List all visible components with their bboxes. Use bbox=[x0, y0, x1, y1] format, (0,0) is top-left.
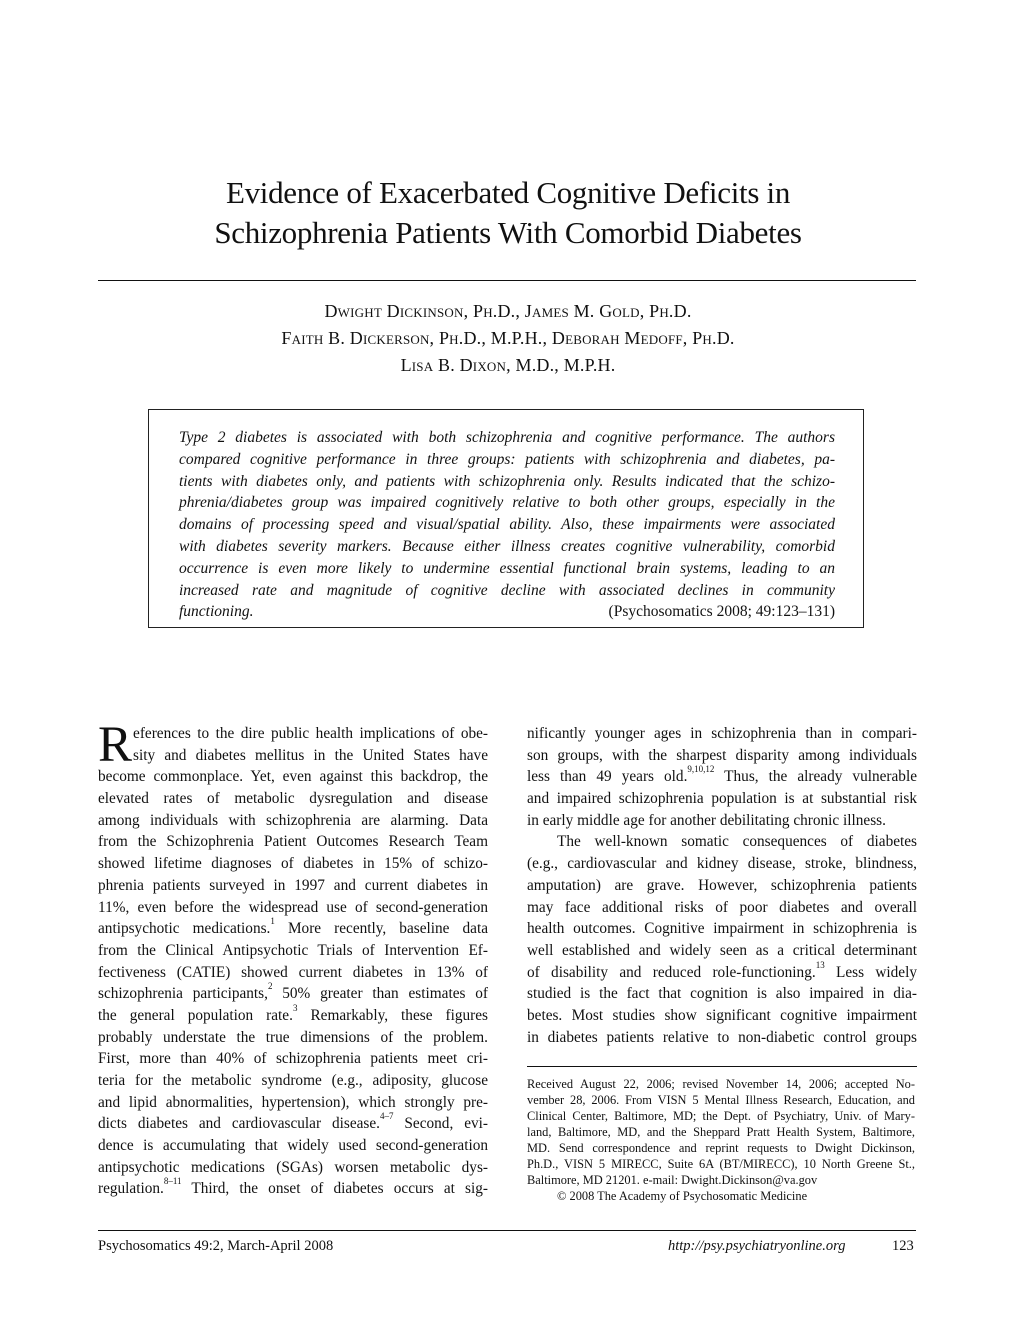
note-line: MD. Send correspondence and reprint requests to Dwight Dickinson, bbox=[527, 1141, 915, 1155]
body-line: dence is accumulating that widely used second-generation bbox=[98, 1137, 488, 1155]
note-line: Clinical Center, Baltimore, MD; the Dept. of Psychiatry, Univ. of Mary- bbox=[527, 1109, 915, 1123]
body-line bbox=[98, 918, 488, 940]
article-notes bbox=[527, 1076, 915, 1204]
body-line: phrenia patients surveyed in 1997 and current diabetes in bbox=[98, 876, 488, 894]
body-text: antipsychotic medications. bbox=[98, 920, 271, 938]
body-line: from the Schizophrenia Patient Outcomes Research Team bbox=[98, 833, 488, 851]
body-line: antipsychotic medications (SGAs) worsen metabolic dys- bbox=[98, 1158, 488, 1176]
body-column-right bbox=[527, 723, 917, 1048]
body-line bbox=[98, 1113, 488, 1135]
body-line: The well-known somatic consequences of diabetes bbox=[557, 833, 917, 851]
journal-citation: Psychosomatics 49:2, March-April 2008 bbox=[98, 1238, 334, 1254]
abstract-line: functioning. bbox=[179, 603, 254, 621]
abstract-citation: (Psychosomatics 2008; 49:123–131) bbox=[608, 603, 835, 621]
journal-url-link[interactable]: http://psy.psychiatryonline.org bbox=[668, 1238, 846, 1254]
body-text: Third, the onset of diabetes occurs at sig- bbox=[181, 1180, 488, 1198]
body-line: and lipid abnormalities, hypertension), which strongly pre- bbox=[98, 1093, 488, 1111]
body-line: sity and diabetes mellitus in the United States have bbox=[133, 746, 488, 764]
abstract-box bbox=[148, 409, 864, 628]
body-line: among individuals with schizophrenia are alarming. Data bbox=[98, 811, 488, 829]
body-line: elevated rates of metabolic dysregulation and disease bbox=[98, 790, 488, 808]
body-line: studied is the fact that cognition is also impaired in dia- bbox=[527, 985, 917, 1003]
body-text: less than 49 years old. bbox=[527, 768, 688, 786]
body-line: showed lifetime diagnoses of diabetes in 15% of schizo- bbox=[98, 855, 488, 873]
body-line: nificantly younger ages in schizophrenia than in compari- bbox=[527, 725, 917, 742]
abstract-line: compared cognitive performance in three groups: patients with schizophrenia and diabetes, pa- bbox=[179, 450, 835, 468]
abstract-line: with diabetes severity markers. Because either illness creates cognitive vulnerability, comorbid bbox=[179, 537, 835, 555]
body-text: of disability and reduced role-functioning. bbox=[527, 963, 816, 981]
body-text: Less widely bbox=[824, 963, 917, 981]
footer-divider bbox=[98, 1230, 916, 1231]
body-line bbox=[98, 1178, 488, 1200]
body-line: become commonplace. Yet, even against this backdrop, the bbox=[98, 768, 488, 786]
author-line: Faith B. Dickerson, Ph.D., M.P.H., Deborah Medoff, Ph.D. bbox=[281, 328, 735, 348]
footnote-divider bbox=[527, 1066, 917, 1067]
body-text: Remarkably, these figures bbox=[297, 1006, 488, 1024]
note-line: vember 28, 2006. From VISN 5 Mental Illness Research, Education, and bbox=[527, 1093, 915, 1107]
body-line bbox=[98, 983, 488, 1005]
body-line bbox=[98, 1002, 488, 1027]
body-text: the general population rate. bbox=[98, 1006, 293, 1024]
title-line: Evidence of Exacerbated Cognitive Deficits in bbox=[225, 175, 791, 210]
body-line: fectiveness (CATIE) showed current diabetes in 13% of bbox=[98, 963, 488, 981]
abstract-line: Type 2 diabetes is associated with both schizophrenia and cognitive performance. The authors bbox=[179, 429, 835, 446]
body-line: teria for the metabolic syndrome (e.g., adiposity, glucose bbox=[98, 1072, 488, 1089]
reference-marker: 2 bbox=[267, 981, 273, 992]
body-line: (e.g., cardiovascular and kidney disease, stroke, blindness, bbox=[527, 855, 917, 873]
body-text: schizophrenia participants, bbox=[98, 985, 268, 1003]
body-line: 11%, even before the widespread use of second-generation bbox=[98, 898, 488, 916]
note-line: Ph.D., VISN 5 MIRECC, Suite 6A (BT/MIRECC), 10 North Greene St., bbox=[527, 1157, 915, 1171]
reference-marker: 4–7 bbox=[380, 1111, 394, 1122]
body-line: in early middle age for another debilitating chronic illness. bbox=[527, 811, 886, 829]
copyright-notice: © 2008 The Academy of Psychosomatic Medicine bbox=[557, 1189, 808, 1203]
author-line: Dwight Dickinson, Ph.D., James M. Gold, Ph.D. bbox=[324, 301, 692, 321]
body-line: from the Clinical Antipsychotic Trials of Intervention Ef- bbox=[98, 941, 488, 959]
abstract-line: increased rate and magnitude of cognitive decline with associated declines in community bbox=[179, 581, 835, 599]
body-line: well established and widely seen as a critical determinant bbox=[527, 941, 917, 959]
body-line: eferences to the dire public health implications of obe- bbox=[133, 725, 488, 742]
note-line: Baltimore, MD 21201. e-mail: Dwight.Dickinson@va.gov bbox=[527, 1173, 818, 1187]
reference-marker: 9,10,12 bbox=[687, 764, 715, 775]
body-line: in diabetes patients relative to non-diabetic control groups bbox=[527, 1028, 917, 1046]
body-line: and impaired schizophrenia population is at substantial risk bbox=[527, 790, 917, 808]
body-text: Thus, the already vulnerable bbox=[714, 768, 917, 786]
abstract-text bbox=[179, 427, 835, 623]
page-number: 123 bbox=[892, 1238, 914, 1254]
body-line: son groups, with the sharpest disparity among individuals bbox=[527, 746, 917, 764]
article-title bbox=[100, 173, 916, 253]
reference-marker: 3 bbox=[292, 1002, 298, 1013]
body-line: probably understate the true dimensions of the problem. bbox=[98, 1028, 488, 1046]
body-line bbox=[527, 766, 917, 788]
reference-marker: 8–11 bbox=[163, 1176, 182, 1187]
body-text: Second, evi- bbox=[393, 1115, 488, 1133]
body-text: More recently, baseline data bbox=[274, 920, 488, 938]
author-list bbox=[100, 298, 916, 379]
abstract-line: occurrence is even more likely to undermine essential functional brain systems, leading to an bbox=[179, 559, 835, 577]
abstract-line: tients with diabetes only, and patients with schizophrenia only. Results indicated that the schizo- bbox=[179, 472, 835, 490]
note-line: land, Baltimore, MD, and the Sheppard Pratt Health System, Baltimore, bbox=[527, 1125, 915, 1139]
body-line: may face additional risks of poor diabetes and overall bbox=[527, 898, 917, 916]
drop-cap: R bbox=[98, 717, 133, 773]
body-line: health outcomes. Cognitive impairment in schizophrenia is bbox=[527, 920, 917, 938]
abstract-last-line bbox=[179, 601, 835, 623]
title-line: Schizophrenia Patients With Comorbid Diabetes bbox=[214, 215, 802, 250]
body-column-left bbox=[98, 717, 488, 1200]
body-line bbox=[527, 959, 917, 984]
title-divider bbox=[98, 280, 916, 281]
author-line: Lisa B. Dixon, M.D., M.P.H. bbox=[400, 355, 616, 375]
body-line: First, more than 40% of schizophrenia patients meet cri- bbox=[98, 1050, 488, 1068]
body-line: amputation) are grave. However, schizophrenia patients bbox=[527, 876, 917, 894]
reference-marker: 13 bbox=[815, 959, 825, 970]
body-text: 50% greater than estimates of bbox=[272, 985, 488, 1003]
body-text: regulation. bbox=[98, 1180, 164, 1198]
note-line: Received August 22, 2006; revised November 14, 2006; accepted No- bbox=[527, 1077, 915, 1091]
reference-marker: 1 bbox=[270, 916, 275, 927]
abstract-line: phrenia/diabetes group was impaired cognitively relative to both other groups, especially in the bbox=[179, 494, 835, 512]
abstract-line: domains of processing speed and visual/spatial ability. Also, these impairments were associated bbox=[179, 516, 835, 534]
body-text: dicts diabetes and cardiovascular disease. bbox=[98, 1115, 380, 1133]
body-line: betes. Most studies show significant cognitive impairment bbox=[527, 1006, 917, 1024]
